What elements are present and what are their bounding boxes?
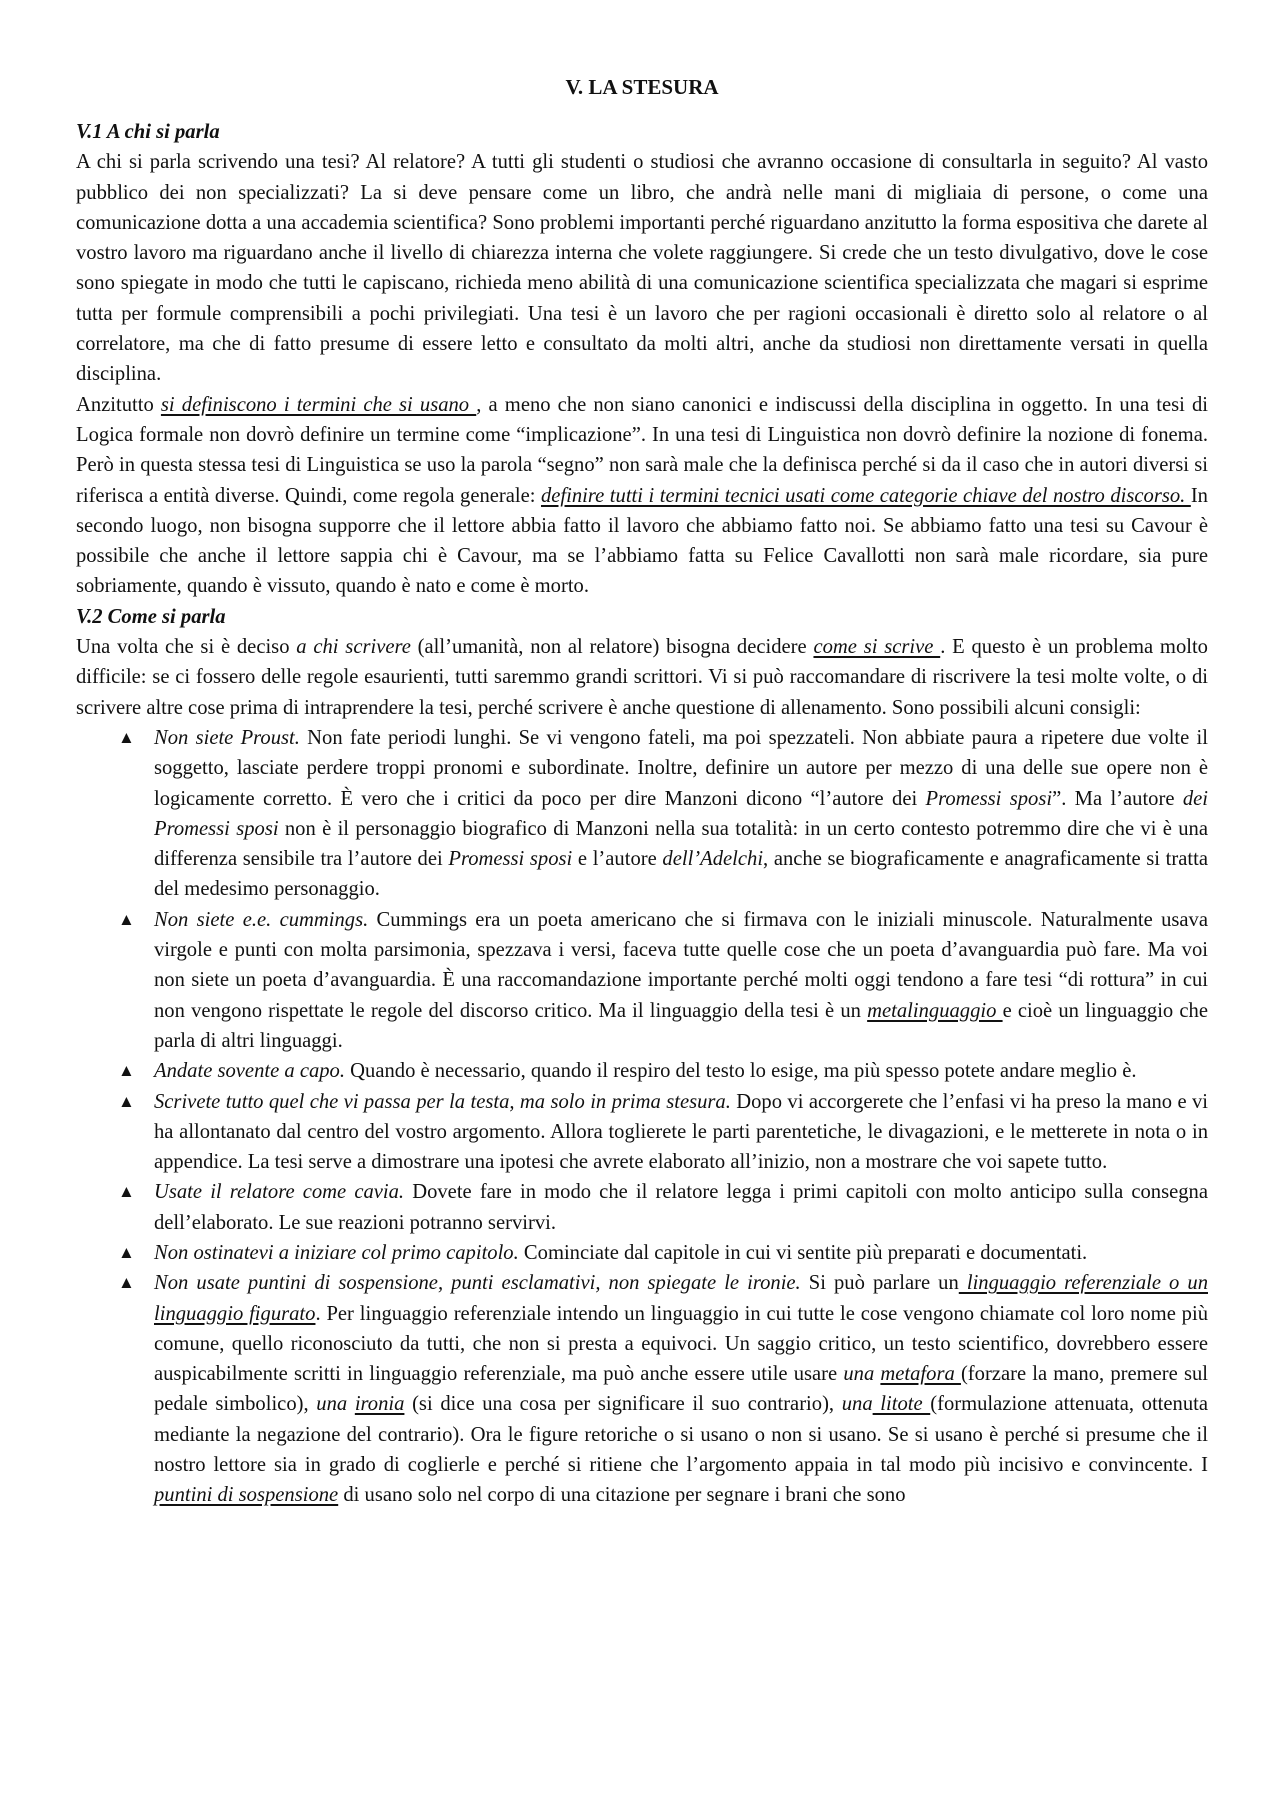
paragraph: Una volta che si è deciso a chi scrivere (all’umanità, non al relatore) bisogna decidere come si scrive . E questo è un problema molto difficile: se ci fossero delle regole esaurienti, tutti saremmo grandi scrittori. Vi si può raccomandare di riscrivere la tesi molte volte, o di scrivere altre cose prima di intraprendere la tesi, perché scrivere è anche questione di allenamento. Sono possibili alcuni consigli: bbox=[76, 636, 1208, 719]
triangle-bullet-icon: ▲ bbox=[118, 1273, 135, 1293]
list-item: ▲ Andate sovente a capo. Quando è necessario, quando il respiro del testo lo esige, ma più spesso potete andare meglio è. bbox=[154, 1056, 1208, 1086]
list-item: ▲ Scrivete tutto quel che vi passa per la testa, ma solo in prima stesura. Dopo vi accorgerete che l’enfasi vi ha preso la mano e vi ha allontanato dal centro del vostro argomento. Allora toglierete le parti parentetiche, le divagazioni, e le metterete in nota o in appendice. La tesi serve a dimostrare una ipotesi che avrete elaborato all’inizio, non a mostrare che voi sapete tutto. bbox=[154, 1087, 1208, 1178]
paragraph: A chi si parla scrivendo una tesi? Al relatore? A tutti gli studenti o studiosi che avranno occasione di consultarla in seguito? Al vasto pubblico dei non specializzati? La si deve pensare come un libro, che andrà nelle mani di migliaia di persone, o come una comunicazione dotta a una accademia scientifica? Sono problemi importanti perché riguardano anzitutto la forma espositiva che darete al vostro lavoro ma riguardano anche il livello di chiarezza interna che volete raggiungere. Si crede che un testo divulgativo, dove le cose sono spiegate in modo che tutti le capiscano, richieda meno abilità di una comunicazione scientifica specializzata che magari si esprime tutta per formule comprensibili a pochi privilegiati. Una tesi è un lavoro che per ragioni occasionali è diretto solo al relatore o al correlatore, ma che di fatto presume di essere letto e consultato da molti altri, anche da studiosi non direttamente versati in quella disciplina. bbox=[76, 151, 1208, 386]
triangle-bullet-icon: ▲ bbox=[118, 1091, 135, 1111]
section-heading-1: V.1 A chi si parla bbox=[76, 121, 220, 143]
list-item: ▲ Non siete e.e. cummings. Cummings era un poeta americano che si firmava con le iniziali minuscole. Naturalmente usava virgole e punti con molta parsimonia, spezzava i versi, faceva tutte quelle cose che un poeta d’avanguardia può fare. Ma voi non siete un poeta d’avanguardia. È una raccomandazione importante perché molti oggi tendono a fare tesi “di rottura” in cui non vengono rispettate le regole del discorso critico. Ma il linguaggio della tesi è un metalinguaggio e cioè un linguaggio che parla di altri linguaggi. bbox=[154, 905, 1208, 1056]
list-item: ▲ Non usate puntini di sospensione, punti esclamativi, non spiegate le ironie. Si può parlare un linguaggio referenziale o un linguaggio figurato. Per linguaggio referenziale intendo un linguaggio in cui tutte le cose vengono chiamate col loro nome più comune, quello riconosciuto da tutti, che non si presta a equivoci. Un saggio critico, un testo scientifico, dovrebbero essere auspicabilmente scritti in linguaggio referenziale, ma può anche essere utile usare una metafora (forzare la mano, premere sul pedale simbolico), una ironia (si dice una cosa per significare il suo contrario), una litote (formulazione attenuata, ottenuta mediante la negazione del contrario). Ora le figure retoriche o si usano o non si usano. Se si usano è perché si presume che il nostro lettore sia in grado di coglierle e perché si ritiene che l’argomento appaia in tal modo più incisivo e convincente. I puntini di sospensione di usano solo nel corpo di una citazione per segnare i brani che sono bbox=[154, 1268, 1208, 1510]
list-item: ▲ Non ostinatevi a iniziare col primo capitolo. Cominciate dal capitole in cui vi sentite più preparati e documentati. bbox=[154, 1238, 1208, 1268]
triangle-bullet-icon: ▲ bbox=[118, 909, 135, 929]
chapter-title: V. LA STESURA bbox=[565, 75, 719, 99]
list-item: ▲ Non siete Proust. Non fate periodi lunghi. Se vi vengono fateli, ma poi spezzateli. Non abbiate paura a ripetere due volte il soggetto, lasciate perdere troppi pronomi e subordinate. Inoltre, definire un autore per mezzo di una delle sue opere non è logicamente corretto. È vero che i critici da poco per dire Manzoni dicono “l’autore dei Promessi sposi”. Ma l’autore dei Promessi sposi non è il personaggio biografico di Manzoni nella sua totalità: in un certo contesto potremmo dire che vi è una differenza sensibile tra l’autore dei Promessi sposi e l’autore dell’Adelchi, anche se biograficamente e anagraficamente si tratta del medesimo personaggio. bbox=[154, 723, 1208, 905]
triangle-bullet-icon: ▲ bbox=[118, 1242, 135, 1262]
triangle-bullet-icon: ▲ bbox=[118, 727, 135, 747]
paragraph: Anzitutto si definiscono i termini che si usano , a meno che non siano canonici e indiscussi della disciplina in oggetto. In una tesi di Logica formale non dovrò definire un termine come “implicazione”. In una tesi di Linguistica non dovrò definire la nozione di fonema. Però in questa stessa tesi di Linguistica se uso la parola “segno” non sarà male che la definisca perché si da il caso che in autori diversi si riferisca a entità diverse. Quindi, come regola generale: definire tutti i termini tecnici usati come categorie chiave del nostro discorso. In secondo luogo, non bisogna supporre che il lettore abbia fatto il lavoro che abbiamo fatto noi. Se abbiamo fatto una tesi su Cavour è possibile che anche il lettore sappia chi è Cavour, ma se l’abbiamo fatta su Felice Cavallotti non sarà male ricordare, sia pure sobriamente, quando è vissuto, quando è nato e come è morto. bbox=[76, 393, 1208, 598]
list-item: ▲ Usate il relatore come cavia. Dovete fare in modo che il relatore legga i primi capitoli con molto anticipo sulla consegna dell’elaborato. Le sue reazioni potranno servirvi. bbox=[154, 1177, 1208, 1238]
triangle-bullet-icon: ▲ bbox=[118, 1182, 135, 1202]
triangle-bullet-icon: ▲ bbox=[118, 1061, 135, 1081]
document-body bbox=[76, 72, 1208, 1511]
section-heading-2: V.2 Come si parla bbox=[76, 605, 226, 628]
advice-list bbox=[76, 723, 1208, 1511]
